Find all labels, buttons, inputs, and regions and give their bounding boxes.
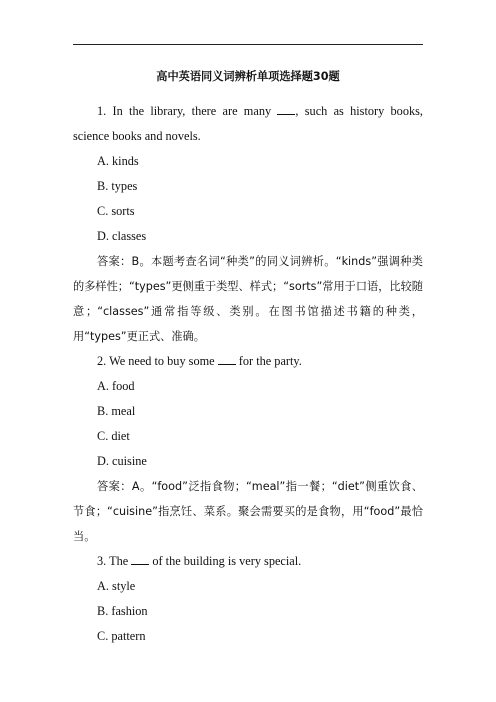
stem-text: , such as history books, science books and novels. — [73, 104, 423, 143]
document-body — [73, 99, 423, 649]
option-b: B. types — [97, 179, 138, 193]
document-title: 高中英语同义词辨析单项选择题30题 — [156, 70, 340, 83]
answer-blank — [131, 553, 149, 565]
stem-text: 2. We need to buy some — [97, 354, 218, 368]
answer-blank — [218, 353, 236, 365]
option-d: D. classes — [97, 229, 147, 243]
option-c: C. sorts — [97, 204, 135, 218]
option-a: A. kinds — [97, 154, 139, 168]
stem-text: 1. In the library, there are many — [97, 104, 278, 118]
answer-explanation: 答案：B。本题考查名词“种类”的同义词辨析。“kinds”强调种类的多样性；“types”更侧重于类型、样式；“sorts”常用于口语，比较随意；“classes”通常指等级、类别。在图书馆描述书籍的种类，用“types”更正式、准确。 — [73, 255, 423, 343]
option-c: C. pattern — [97, 629, 146, 643]
answer-explanation: 答案：A。“food”泛指食物；“meal”指一餐；“diet”侧重饮食、节食；“cuisine”指烹饪、菜系。聚会需要买的是食物，用“food”最恰当。 — [73, 480, 423, 543]
option-c: C. diet — [97, 429, 130, 443]
option-d: D. cuisine — [97, 454, 147, 468]
stem-text: for the party. — [235, 354, 302, 368]
answer-blank — [277, 103, 295, 115]
stem-text: 3. The — [97, 554, 132, 568]
stem-text: of the building is very special. — [149, 554, 302, 568]
question-stem — [73, 349, 423, 374]
header-rule — [73, 44, 423, 45]
question-stem — [73, 99, 423, 149]
option-a: A. food — [97, 379, 135, 393]
question-stem — [73, 549, 423, 574]
option-a: A. style — [97, 579, 136, 593]
option-b: B. meal — [97, 404, 136, 418]
option-b: B. fashion — [97, 604, 148, 618]
